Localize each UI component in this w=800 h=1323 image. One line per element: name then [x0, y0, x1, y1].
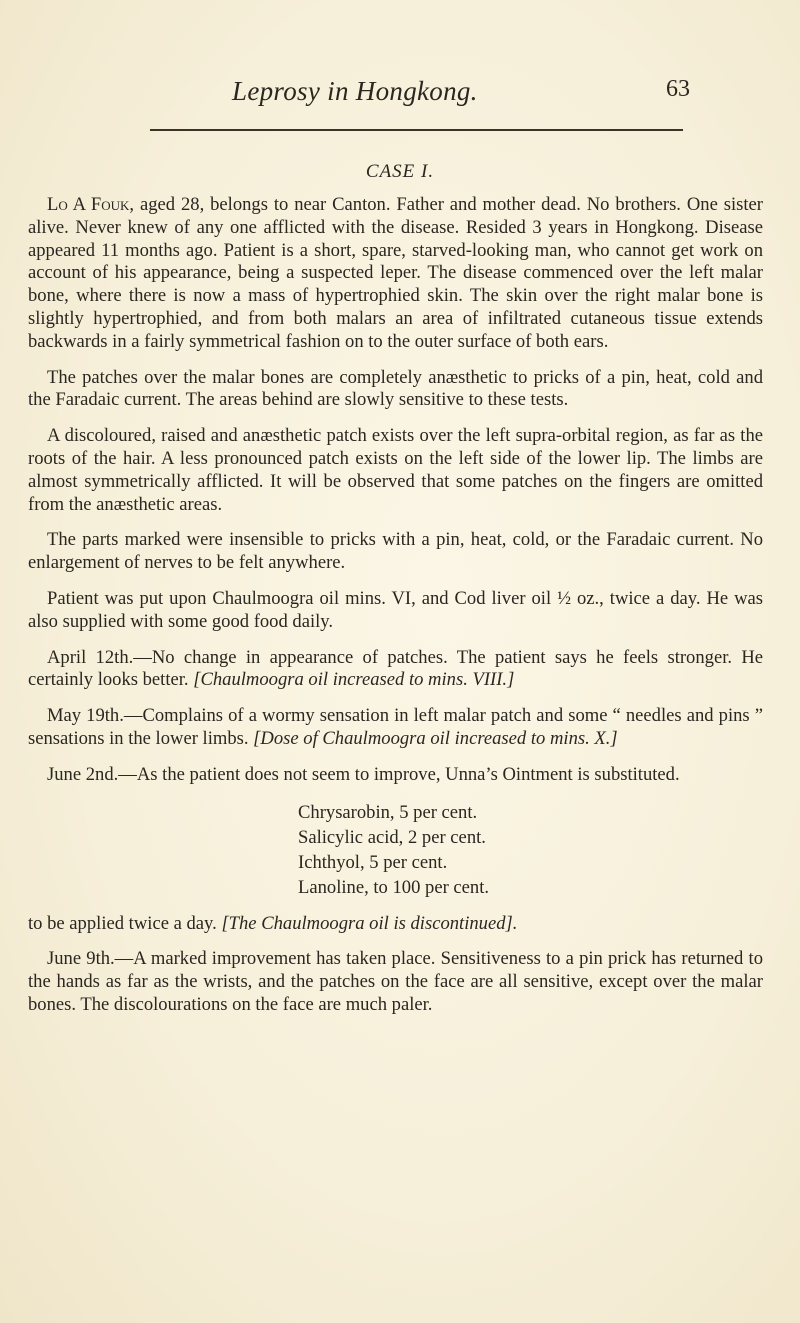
- ointment-recipe: [298, 800, 763, 900]
- recipe-line: Chrysarobin, 5 per cent.: [298, 801, 478, 823]
- paragraph-7-note: [Dose of Chaulmoogra oil increased to mins. X.]: [253, 727, 618, 749]
- running-title: Leprosy in Hongkong.: [232, 76, 478, 106]
- paragraph-8: June 2nd.—As the patient does not seem to improve, Unna’s Ointment is substituted.: [47, 763, 680, 785]
- paragraph-6-note: [Chaulmoogra oil increased to mins. VIII.]: [193, 669, 515, 691]
- paragraph-6-text: April 12th.—No change in appearance of patches. The patient says he feels stronger. He certainly looks better.: [28, 646, 763, 691]
- paragraph-6: [28, 647, 763, 693]
- paragraph-10: June 9th.—A marked improvement has taken place. Sensitiveness to a pin prick has returned to the hands as far as the wrists, and the patches on the face are all sensitive, except over the malar bones. The discolourations on the face are much paler.: [28, 948, 763, 1015]
- case-title: CASE I.: [365, 161, 435, 182]
- body-text: [28, 194, 763, 1030]
- paragraph-9-note: [The Chaulmoogra oil is discontinued].: [221, 912, 518, 934]
- paragraph-2: The patches over the malar bones are completely anæsthetic to pricks of a pin, heat, cold and the Faradaic current. The areas behind are slowly sensitive to these tests.: [28, 366, 763, 411]
- page-header: [150, 76, 690, 116]
- recipe-line: Ichthyol, 5 per cent.: [298, 851, 448, 873]
- paragraph-7: [28, 705, 763, 751]
- patient-name: Lo A Fouk,: [47, 194, 135, 215]
- page-number: 63: [666, 76, 690, 102]
- paragraph-9: [28, 913, 763, 936]
- paragraph-9-text: to be applied twice a day.: [28, 912, 222, 934]
- header-rule: [150, 129, 683, 131]
- paragraph-1: [28, 194, 763, 354]
- paragraph-3: A discoloured, raised and anæsthetic patch exists over the left supra-orbital region, as far as the roots of the hair. A less pronounced patch exists on the left side of the lower lip. The limbs are almost symmetrically afflicted. It will be observed that some patches on the fingers are omitted from the anæsthetic areas.: [28, 425, 763, 515]
- paragraph-1-text: aged 28, belongs to near Canton. Father and mother dead. No brothers. One sister alive. Never knew of any one afflicted with the disease. Resided 3 years in Hongkong. Disease appeared 11 months ago. Patient is a short, spare, starved-looking man, who cannot get work on account of his appearance, being a suspected leper. The disease commenced over the left malar bone, where there is now a mass of hypertrophied skin. The skin over the right malar bone is slightly hypertrophied, and from both malars an area of infiltrated cutaneous tissue extends backwards in a fairly symmetrical fashion on to the outer surface of both ears.: [28, 194, 763, 352]
- paragraph-5: Patient was put upon Chaulmoogra oil mins. VI, and Cod liver oil ½ oz., twice a day. He was also supplied with some good food daily.: [28, 587, 763, 632]
- recipe-line: Salicylic acid, 2 per cent.: [298, 826, 486, 848]
- recipe-line: Lanoline, to 100 per cent.: [298, 876, 490, 898]
- paragraph-7-text: May 19th.—Complains of a wormy sensation in left malar patch and some “ needles and pins ” sensations in the lower limbs.: [28, 705, 763, 749]
- paragraph-4: The parts marked were insensible to pricks with a pin, heat, cold, or the Faradaic current. No enlargement of nerves to be felt anywhere.: [28, 529, 763, 574]
